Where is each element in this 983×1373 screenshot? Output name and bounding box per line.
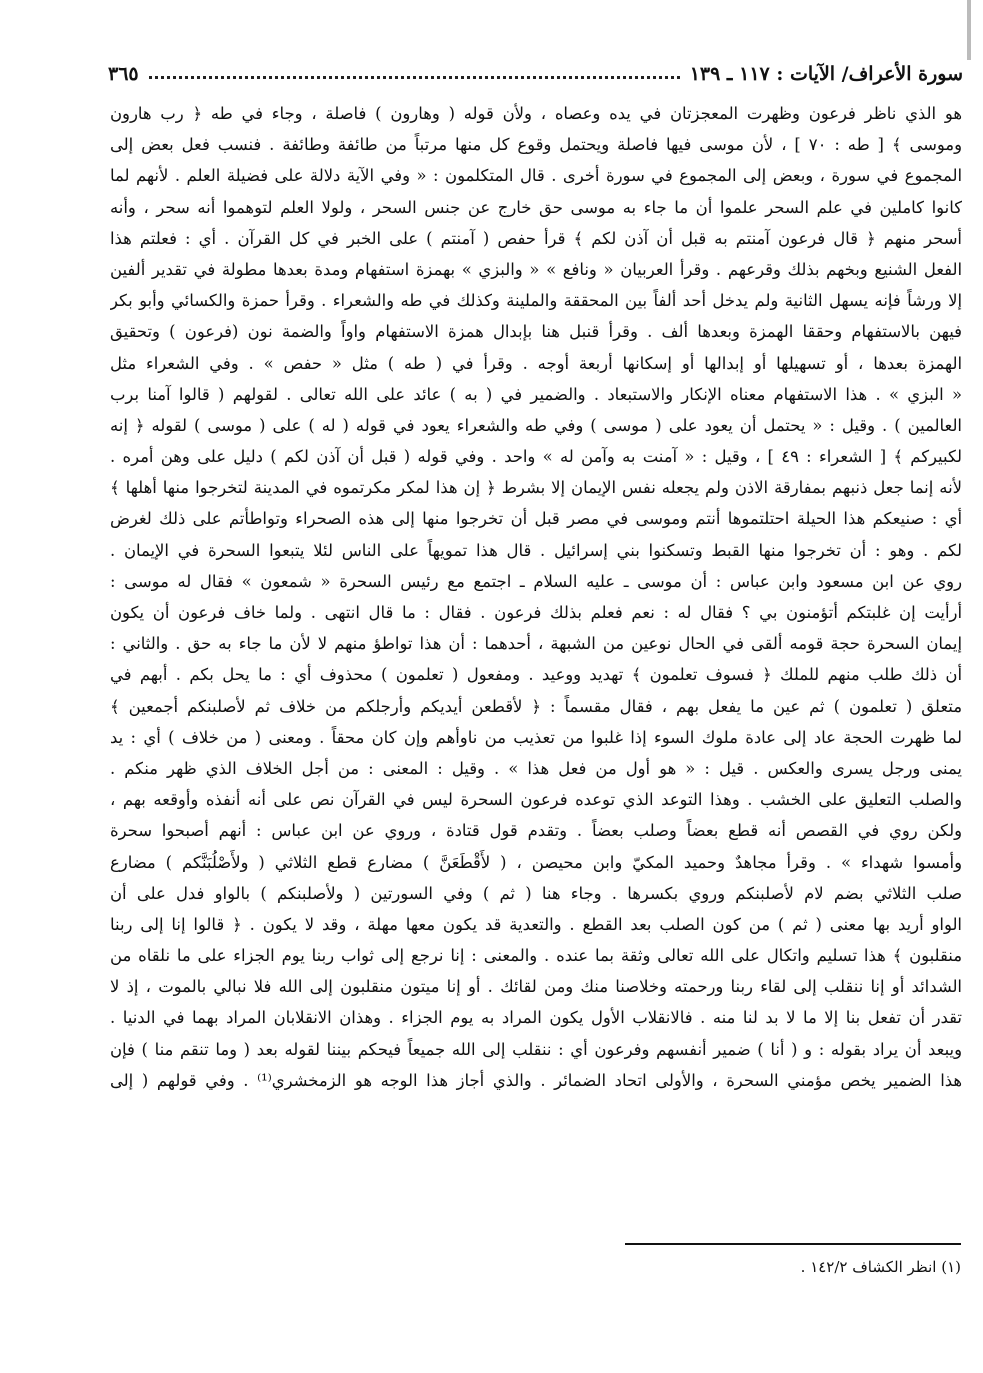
text-line: لكبيركم ﴾ [ الشعراء : ٤٩ ] ، وقيل : « آمنت به وآمن له » واحد . وفي قوله ( قبل أن آذن لكم ) دليل على وهن أمره . bbox=[110, 447, 962, 467]
text-line: روي عن ابن مسعود وابن عباس : أن موسى ـ عليه السلام ـ اجتمع مع رئيس السحرة « شمعون » فقال له موسى : bbox=[110, 571, 962, 591]
scan-edge-mark bbox=[967, 0, 971, 60]
text-line: أي : صنيعكم هذا الحيلة احتلتموها أنتم وموسى في مصر قبل أن تخرجوا منها إلى هذه الصحراء وتواطأتم على ذلك لغرض bbox=[110, 509, 962, 529]
text-line: كانوا كاملين في علم السحر علموا أن ما جاء به موسى حق خارج عن جنس السحر ، ولولا العلم لتوهموا أنه سحر ، وأنه bbox=[110, 197, 962, 217]
text-line: لكم . وهو : أن تخرجوا منها القبط وتسكنوا بني إسرائيل . قال هذا تمويهاً على الناس لئلا يتبعوا السحرة في الإيمان . bbox=[110, 540, 962, 560]
text-line: والصلب التعليق على الخشب . وهذا التوعد الذي توعده فرعون السحرة ليس في القرآن نص على أنه أنفذه وأوقعه بهم ، bbox=[110, 790, 962, 810]
text-line: منقلبون ﴾ هذا تسليم واتكال على الله تعالى وثقة بما عنده . والمعنى : إنا نرجع إلى ثواب ربنا يوم الجزاء على ما نلقاه من bbox=[110, 946, 962, 966]
text-line: تقدر أن تفعل بنا إلا ما لا بد لنا منه . فالانقلاب الأول يكون المراد به يوم الجزاء . وهذان الانقلابان المراد بهما في الدنيا . bbox=[110, 1008, 962, 1028]
text-line: أسحر منهم ﴿ قال فرعون آمنتم به قبل أن آذن لكم ﴾ قرأ حفص ( آمنتم ) على الخبر في كل القرآن . أي : فعلتم هذا bbox=[110, 228, 962, 248]
text-line: صلب الثلاثي بضم لام لأصلبنكم وروي بكسرها . وجاء هنا ( ثم ) وفي السورتين ( ولأصلبنكم ) بالواو فدل على أن bbox=[110, 883, 962, 903]
text-line: الواو أريد بها معنى ( ثم ) من كون الصلب بعد القطع . والتعدية قد يكون معها مهلة ، وقد لا يكون . ﴿ قالوا إنا إلى ربنا bbox=[110, 914, 962, 934]
text-line: إلا ورشاً فإنه يسهل الثانية ولم يدخل أحد ألفاً بين المحققة والملينة وكذلك في طه والشعراء . وقرأ حمزة والكسائي وأبو بكر bbox=[110, 291, 962, 311]
body-text bbox=[110, 98, 962, 1096]
text-line: أرأيت إن غلبتكم أتؤمنون بي ؟ فقال له : نعم فعلم بذلك فرعون . فقال : ما قال انتهى . ولما خاف فرعون أن يكون bbox=[110, 603, 962, 622]
text-line: إيمان السحرة حجة قومه ألقى في الحال نوعين من الشبهة ، أحدهما : أن هذا تواطؤ منهم لا لأن ما جاء به حق . والثاني : bbox=[110, 634, 962, 654]
text-line: أن ذلك طلب منهم للملك ﴿ فسوف تعلمون ﴾ تهديد ووعيد . ومفعول ( تعلمون ) محذوف أي : ما يحل بكم . أبهم في bbox=[110, 665, 962, 685]
page-header bbox=[108, 56, 963, 92]
page-number: ٣٦٥ bbox=[108, 63, 139, 85]
text-line: فيهن بالاستفهام وحققا الهمزة وبعدها ألف . وقرأ قنبل هنا بإبدال همزة الاستفهام واواً والضمة نون (فرعون ) وتحقيق bbox=[110, 322, 962, 342]
footnote: (١) انظر الكشاف ١٤٢/٢ . bbox=[800, 1258, 961, 1276]
text-line: ولكن روي في القصص أنه قطع بعضاً وصلب بعضاً . وتقدم قول قتادة ، وروي عن ابن عباس : أنهم أصبحوا سحرة bbox=[110, 821, 962, 841]
text-line: وأمسوا شهداء » . وقرأ مجاهدٌ وحميد المكيّ وابن محيصن ، ( لأَقْطَعَنَّ ) مضارع قطع الثلاثي ( ولأَصْلُبَنَّكم ) مضارع bbox=[110, 852, 962, 872]
text-line: العالمين ) . وقيل : « يحتمل أن يعود على ( موسى ) وفي طه والشعراء يعود في قوله ( له ) على ( موسى ) لقوله ﴿ إنه bbox=[110, 415, 962, 435]
text-line: هو الذي ناظر فرعون وظهرت المعجزتان في يده وعصاه ، ولأن قوله ( وهارون ) فاصلة ، وجاء في طه ﴿ رب هارون bbox=[110, 104, 962, 123]
text-line: هذا الضمير يخص مؤمني السحرة ، والأولى اتحاد الضمائر . والذي أجاز هذا الوجه هو الزمخشري⁽¹⁾ . وفي قولهم ( إلى bbox=[110, 1070, 962, 1090]
text-line: « البزي » . هذا الاستفهام معناه الإنكار والاستبعاد . والضمير في ( به ) عائد على الله تعالى . لقولهم ( قالوا آمنا برب bbox=[110, 384, 962, 404]
text-line: يمنى ورجل يسرى والعكس . قيل : « هو أول من فعل هذا » . وقيل : المعنى : من أجل الخلاف الذي ظهر منكم . bbox=[110, 758, 962, 778]
text-line: متعلق ( تعلمون ) ثم عين ما يفعل بهم ، فقال مقسماً : ﴿ لأقطعن أيديكم وأرجلكم من خلاف ثم لأصلبنكم أجمعين ﴾ bbox=[110, 696, 962, 716]
text-line: الهمزة بعدها ، أو تسهيلها أو إبدالها أو إسكانها أربعة أوجه . وقرأ في ( طه ) مثل « حفص » . وفي الشعراء مثل bbox=[110, 353, 962, 373]
text-line: ويبعد أن يراد بقوله : و ( أنا ) ضمير أنفسهم وفرعون أي : ننقلب إلى الله جميعاً فيحكم بيننا لقوله بعد ( وما تنقم منا ) فإن bbox=[110, 1039, 962, 1059]
footnote-separator bbox=[625, 1243, 961, 1245]
text-line: لأنه إنما جعل ذنبهم بمفارقة الاذن ولم يجعله نفس الإيمان إلا بشرط ﴿ إن هذا لمكر مكرتموه في المدينة لتخرجوا منها أهلها ﴾ bbox=[110, 478, 962, 498]
text-line: وموسى ﴾ [ طه : ٧٠ ] ، لأن موسى فيها فاصلة ويحتمل وقوع كل منها مرتباً من طائفة وطائفة . فنسب فعل بعض إلى bbox=[110, 135, 962, 155]
text-line: المجموع في سورة ، وبعض إلى المجموع في سورة أخرى . قال المتكلمون : « وفي الآية دلالة على فضيلة العلم . لأنهم لما bbox=[110, 166, 962, 186]
header-leader-dots bbox=[149, 76, 680, 79]
text-line: الفعل الشنيع وبخهم بذلك وقرعهم . وقرأ العربيان « ونافع » « والبزي » بهمزة استفهام ومدة بعدها مطولة في تقدير ألفين bbox=[110, 259, 962, 279]
surah-title: سورة الأعراف/ الآيات : ١١٧ ـ ١٣٩ bbox=[689, 63, 963, 85]
text-line: الشدائد أو إنا ننقلب إلى لقاء ربنا ورحمته وخلاصنا منك ومن لقائك . أو إنا ميتون منقلبون إلى الله فلا نبالي بالموت ، إذ لا bbox=[110, 977, 962, 997]
text-line: لما ظهرت الحجة عاد إلى عادة ملوك السوء إذا غلبوا من تعذيب من ناوأهم وإن كان محقاً . ومعنى ( من خلاف ) أي : يد bbox=[110, 727, 962, 747]
